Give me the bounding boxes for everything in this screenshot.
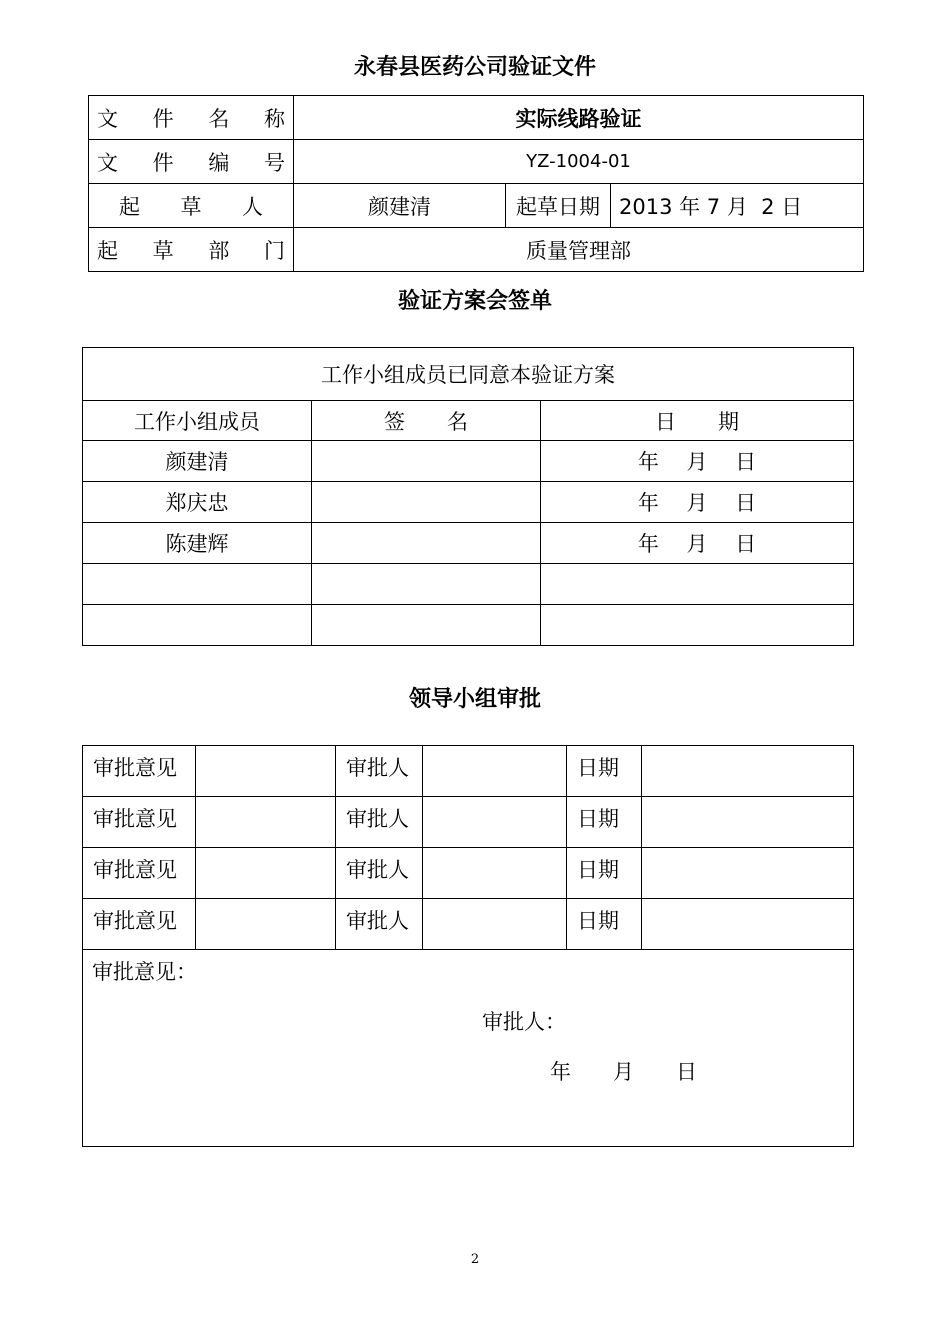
empty-cell <box>541 564 854 605</box>
opinion-label: 审批意见 <box>83 797 196 848</box>
member-name: 陈建辉 <box>83 523 312 564</box>
date-label: 日期 <box>567 746 642 797</box>
table-row <box>83 523 854 564</box>
empty-cell <box>541 605 854 646</box>
date-label: 日期 <box>567 899 642 950</box>
table-row <box>83 605 854 646</box>
dept-value: 质量管理部 <box>294 228 864 272</box>
final-approver-label: 审批人： <box>482 1010 566 1034</box>
file-name-value: 实际线路验证 <box>294 96 864 140</box>
file-no-label-char: 文 <box>97 150 118 175</box>
approver-field[interactable] <box>423 746 567 797</box>
date-field[interactable] <box>642 797 854 848</box>
page-number: 2 <box>470 1252 480 1267</box>
signature-cell[interactable] <box>312 482 541 523</box>
table-row <box>83 564 854 605</box>
drafter-label <box>89 184 294 228</box>
file-no-label-char: 号 <box>263 150 285 175</box>
final-date: 年 月 日 <box>550 1060 697 1084</box>
approver-field[interactable] <box>423 797 567 848</box>
opinion-label: 审批意见 <box>83 899 196 950</box>
final-approval-box[interactable] <box>83 950 854 1147</box>
file-name-label-char: 称 <box>263 106 285 131</box>
draft-date-label: 起草日期 <box>506 184 611 228</box>
approval-row <box>83 797 854 848</box>
file-no-label-char: 编 <box>208 150 230 175</box>
opinion-field[interactable] <box>196 746 336 797</box>
approver-label: 审批人 <box>336 899 423 950</box>
approval-row <box>83 848 854 899</box>
countersign-table <box>82 347 854 646</box>
approver-label: 审批人 <box>336 746 423 797</box>
date-label: 日期 <box>567 848 642 899</box>
drafter-label-char: 人 <box>242 194 263 219</box>
approval-row <box>83 746 854 797</box>
empty-cell <box>83 564 312 605</box>
dept-label <box>89 228 294 272</box>
countersign-statement: 工作小组成员已同意本验证方案 <box>83 348 854 401</box>
approval-row <box>83 899 854 950</box>
opinion-label: 审批意见 <box>83 746 196 797</box>
dept-label-char: 门 <box>263 238 285 263</box>
sign-date: 年 月 日 <box>541 523 854 564</box>
approval-table <box>82 745 854 1147</box>
drafter-value: 颜建清 <box>294 184 506 228</box>
approver-label: 审批人 <box>336 797 423 848</box>
document-title: 永春县医药公司验证文件 <box>353 55 596 80</box>
file-name-label <box>89 96 294 140</box>
sign-date: 年 月 日 <box>541 441 854 482</box>
signature-cell[interactable] <box>312 441 541 482</box>
dept-label-char: 草 <box>152 238 174 263</box>
column-header-member: 工作小组成员 <box>83 401 312 441</box>
opinion-field[interactable] <box>196 848 336 899</box>
dept-label-char: 部 <box>208 238 230 263</box>
dept-label-char: 起 <box>97 238 118 263</box>
table-row <box>83 482 854 523</box>
date-field[interactable] <box>642 848 854 899</box>
opinion-field[interactable] <box>196 899 336 950</box>
empty-cell <box>83 605 312 646</box>
file-info-table <box>88 95 864 272</box>
final-opinion-label: 审批意见： <box>92 960 197 984</box>
signature-cell[interactable] <box>312 564 541 605</box>
file-name-label-char: 名 <box>208 106 230 131</box>
approver-field[interactable] <box>423 899 567 950</box>
column-header-date: 日 期 <box>541 401 854 441</box>
column-header-sign: 签 名 <box>312 401 541 441</box>
draft-date-value: 2013 年 7 月 2 日 <box>611 184 864 228</box>
file-no-label <box>89 140 294 184</box>
file-name-label-char: 文 <box>97 106 118 131</box>
approver-field[interactable] <box>423 848 567 899</box>
approval-heading: 领导小组审批 <box>408 687 541 712</box>
date-label: 日期 <box>567 797 642 848</box>
approver-label: 审批人 <box>336 848 423 899</box>
sign-date: 年 月 日 <box>541 482 854 523</box>
date-field[interactable] <box>642 746 854 797</box>
member-name: 郑庆忠 <box>83 482 312 523</box>
signature-cell[interactable] <box>312 523 541 564</box>
signature-cell[interactable] <box>312 605 541 646</box>
member-name: 颜建清 <box>83 441 312 482</box>
file-no-label-char: 件 <box>152 150 174 175</box>
table-row <box>83 441 854 482</box>
opinion-label: 审批意见 <box>83 848 196 899</box>
date-field[interactable] <box>642 899 854 950</box>
drafter-label-char: 草 <box>180 194 202 219</box>
drafter-label-char: 起 <box>119 194 140 219</box>
countersign-heading: 验证方案会签单 <box>397 289 552 314</box>
opinion-field[interactable] <box>196 797 336 848</box>
file-name-label-char: 件 <box>152 106 174 131</box>
file-no-value: YZ-1004-01 <box>294 140 864 184</box>
